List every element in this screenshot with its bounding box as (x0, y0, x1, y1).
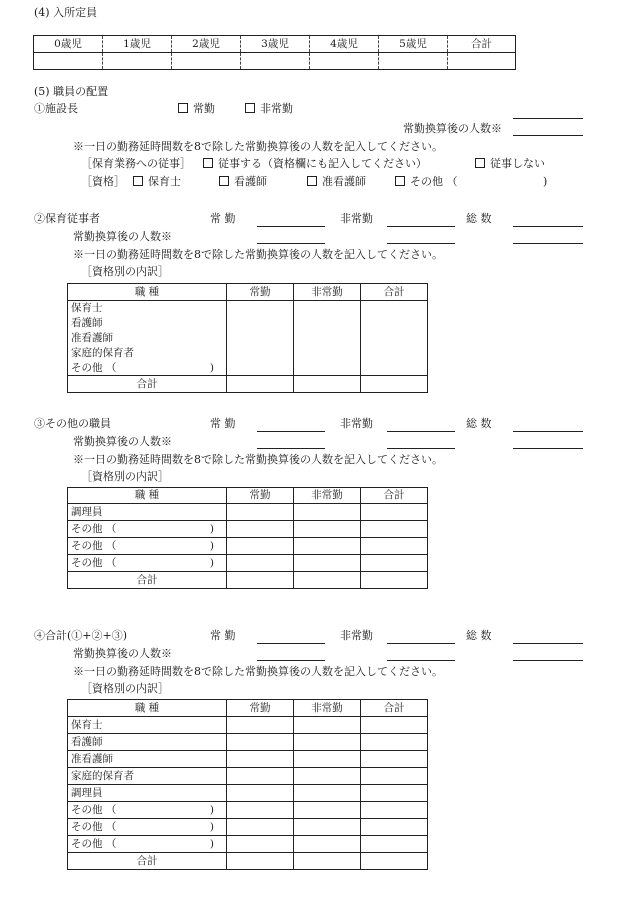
nursery-full-field[interactable] (257, 226, 325, 227)
row-label: 家庭的保育者 (68, 346, 227, 361)
capacity-header-row (34, 36, 516, 53)
table-row (68, 717, 428, 734)
others-note: ※一日の勤務延時間数を8で除した常勤換算後の人数を記入してください。 (73, 453, 443, 466)
row-other[interactable]: その他 （ ) (68, 538, 227, 555)
checkbox-icon[interactable] (395, 176, 405, 186)
sum-label: 合計 (68, 376, 227, 393)
sum-part[interactable] (294, 572, 361, 589)
table-row (68, 785, 428, 802)
grand-conv-part-field[interactable] (387, 660, 455, 661)
grand-breakdown-label: ［資格別の内訳］ (81, 682, 169, 695)
qual-other-close: ) (543, 175, 548, 188)
row-label: 調理員 (68, 504, 227, 521)
nursery-conv-full-field[interactable] (257, 243, 325, 244)
sum-full[interactable] (227, 376, 294, 393)
cell-full[interactable] (227, 819, 294, 836)
row-other[interactable]: その他 （ ) (68, 555, 227, 572)
row-label: 准看護師 (68, 751, 227, 768)
hdr-type: 職 種 (68, 488, 227, 504)
cell-full[interactable] (227, 836, 294, 853)
checkbox-icon[interactable] (178, 103, 188, 113)
cell-total[interactable] (361, 836, 428, 853)
capacity-cell[interactable] (310, 53, 379, 70)
cell-part[interactable] (294, 802, 361, 819)
grand-part-field[interactable] (387, 643, 455, 644)
checkbox-icon[interactable] (245, 103, 255, 113)
others-full-field[interactable] (257, 431, 325, 432)
cell-full[interactable] (227, 504, 294, 521)
col-age2: 2歳児 (172, 36, 241, 53)
cell-total[interactable] (361, 301, 428, 376)
row-other[interactable]: その他 （ ) (68, 361, 227, 376)
hdr-full: 常勤 (227, 284, 294, 301)
director-part-option[interactable]: 非常勤 (245, 103, 293, 114)
others-total-label: 総 数 (466, 417, 492, 430)
cell-total[interactable] (361, 734, 428, 751)
grand-conv-full-field[interactable] (257, 660, 325, 661)
checkbox-icon[interactable] (475, 158, 485, 168)
cell-total[interactable] (361, 717, 428, 734)
capacity-cell[interactable] (379, 53, 448, 70)
row-other[interactable]: その他 （ ) (68, 836, 227, 853)
col-age5: 5歳児 (379, 36, 448, 53)
hdr-type: 職 種 (68, 284, 227, 301)
nursery-conv-part-field[interactable] (387, 243, 455, 244)
grand-total-field[interactable] (513, 643, 583, 644)
others-part-label: 非常勤 (340, 417, 373, 430)
qual-assoc-nurse[interactable]: 准看護師 (307, 176, 366, 187)
director-conv-field[interactable] (513, 135, 583, 136)
nursery-note: ※一日の勤務延時間数を8で除した常勤換算後の人数を記入してください。 (73, 248, 443, 261)
director-work-label: ［保育業務への従事］ (81, 157, 191, 170)
row-label: 看護師 (68, 734, 227, 751)
table-sum-row (68, 376, 428, 393)
table-row (68, 802, 428, 819)
cell-full[interactable] (227, 301, 294, 376)
capacity-cell[interactable] (448, 53, 516, 70)
cell-total[interactable] (361, 555, 428, 572)
hdr-total: 合計 (361, 284, 428, 301)
others-conv-full-field[interactable] (257, 448, 325, 449)
sum-full[interactable] (227, 572, 294, 589)
grand-full-field[interactable] (257, 643, 325, 644)
table-header-row (68, 488, 428, 504)
hdr-part: 非常勤 (294, 700, 361, 717)
table-row (68, 555, 428, 572)
nursery-part-field[interactable] (387, 226, 455, 227)
hdr-full: 常勤 (227, 700, 294, 717)
grand-part-label: 非常勤 (340, 629, 373, 642)
capacity-input-row[interactable] (34, 53, 516, 70)
row-label: 調理員 (68, 785, 227, 802)
hdr-total: 合計 (361, 488, 428, 504)
nursery-breakdown-label: ［資格別の内訳］ (81, 265, 169, 278)
cell-total[interactable] (361, 819, 428, 836)
sum-total[interactable] (361, 853, 428, 870)
hdr-total: 合計 (361, 700, 428, 717)
cell-full[interactable] (227, 555, 294, 572)
col-age1: 1歳児 (103, 36, 172, 53)
director-conv-label: 常勤換算後の人数※ (403, 122, 502, 135)
others-conv-total-field[interactable] (513, 448, 583, 449)
director-line-top (513, 118, 583, 119)
nursery-full-label: 常 勤 (210, 212, 236, 225)
cell-total[interactable] (361, 768, 428, 785)
director-work-no[interactable]: 従事しない (475, 158, 545, 169)
cell-part[interactable] (294, 751, 361, 768)
capacity-cell[interactable] (172, 53, 241, 70)
row-label: 保育士 (68, 717, 227, 734)
director-qual-label: ［資格］ (81, 175, 125, 188)
cell-total[interactable] (361, 751, 428, 768)
director-work-yes[interactable]: 従事する（資格欄にも記入してください） (203, 158, 427, 169)
checkbox-icon[interactable] (307, 176, 317, 186)
others-breakdown-label: ［資格別の内訳］ (81, 470, 169, 483)
row-label: 看護師 (68, 316, 227, 331)
checkbox-icon[interactable] (133, 176, 143, 186)
cell-full[interactable] (227, 734, 294, 751)
grand-conv-total-field[interactable] (513, 660, 583, 661)
table-row (68, 819, 428, 836)
cell-part[interactable] (294, 301, 361, 376)
qual-other[interactable]: その他 （ (395, 176, 458, 187)
others-full-label: 常 勤 (210, 417, 236, 430)
cell-part[interactable] (294, 785, 361, 802)
col-age4: 4歳児 (310, 36, 379, 53)
hdr-type: 職 種 (68, 700, 227, 717)
cell-total[interactable] (361, 504, 428, 521)
qual-nurse[interactable]: 看護師 (219, 176, 267, 187)
grand-total-label: ④合計(①+②+③) (34, 629, 128, 642)
cell-full[interactable] (227, 802, 294, 819)
nursery-breakdown-table (67, 283, 428, 393)
row-label: 家庭的保育者 (68, 768, 227, 785)
row-label: 保育士 (68, 301, 227, 316)
cell-part[interactable] (294, 555, 361, 572)
cell-part[interactable] (294, 819, 361, 836)
sum-total[interactable] (361, 376, 428, 393)
director-note: ※一日の勤務延時間数を8で除した常勤換算後の人数を記入してください。 (73, 140, 443, 153)
cell-part[interactable] (294, 504, 361, 521)
cell-part[interactable] (294, 836, 361, 853)
cell-total[interactable] (361, 521, 428, 538)
grand-breakdown-table (67, 699, 428, 870)
table-row (68, 504, 428, 521)
grand-note: ※一日の勤務延時間数を8で除した常勤換算後の人数を記入してください。 (73, 665, 443, 678)
capacity-cell[interactable] (34, 53, 103, 70)
hdr-full: 常勤 (227, 488, 294, 504)
capacity-cell[interactable] (241, 53, 310, 70)
row-label: 准看護師 (68, 331, 227, 346)
table-row (68, 734, 428, 751)
section5-title: (5) 職員の配置 (34, 85, 109, 98)
cell-part[interactable] (294, 717, 361, 734)
others-part-field[interactable] (387, 431, 455, 432)
cell-part[interactable] (294, 768, 361, 785)
col-age0: 0歳児 (34, 36, 103, 53)
table-row (68, 521, 428, 538)
cell-part[interactable] (294, 734, 361, 751)
cell-total[interactable] (361, 538, 428, 555)
sum-total[interactable] (361, 572, 428, 589)
sum-part[interactable] (294, 376, 361, 393)
nursery-total-field[interactable] (513, 226, 583, 227)
sum-label: 合計 (68, 572, 227, 589)
section4-title: (4) 入所定員 (34, 6, 98, 19)
sum-part[interactable] (294, 853, 361, 870)
table-sum-row (68, 853, 428, 870)
cell-full[interactable] (227, 717, 294, 734)
nursery-total-label: 総 数 (466, 212, 492, 225)
grand-conv-label: 常勤換算後の人数※ (73, 647, 172, 660)
cell-full[interactable] (227, 538, 294, 555)
cell-part[interactable] (294, 521, 361, 538)
others-conv-label: 常勤換算後の人数※ (73, 435, 172, 448)
others-conv-part-field[interactable] (387, 448, 455, 449)
row-other[interactable]: その他 （ ) (68, 802, 227, 819)
nursery-conv-total-field[interactable] (513, 243, 583, 244)
table-header-row (68, 700, 428, 717)
sum-label: 合計 (68, 853, 227, 870)
qual-nurse-teacher[interactable]: 保育士 (133, 176, 181, 187)
sum-full[interactable] (227, 853, 294, 870)
cell-part[interactable] (294, 538, 361, 555)
table-header-row (68, 284, 428, 301)
cell-full[interactable] (227, 768, 294, 785)
nursery-label: ②保育従事者 (34, 212, 100, 225)
row-other[interactable]: その他 （ ) (68, 819, 227, 836)
others-breakdown-table (67, 487, 428, 589)
cell-total[interactable] (361, 785, 428, 802)
hdr-part: 非常勤 (294, 284, 361, 301)
hdr-part: 非常勤 (294, 488, 361, 504)
table-row (68, 301, 428, 316)
table-row (68, 538, 428, 555)
cell-full[interactable] (227, 785, 294, 802)
cell-total[interactable] (361, 802, 428, 819)
cell-full[interactable] (227, 751, 294, 768)
row-other[interactable]: その他 （ ) (68, 521, 227, 538)
table-row (68, 836, 428, 853)
director-full-option[interactable]: 常勤 (178, 103, 215, 114)
capacity-cell[interactable] (103, 53, 172, 70)
checkbox-icon[interactable] (219, 176, 229, 186)
director-label: ①施設長 (34, 102, 78, 115)
cell-full[interactable] (227, 521, 294, 538)
col-age3: 3歳児 (241, 36, 310, 53)
grand-full-label: 常 勤 (210, 629, 236, 642)
nursery-part-label: 非常勤 (340, 212, 373, 225)
others-total-field[interactable] (513, 431, 583, 432)
table-row (68, 768, 428, 785)
table-row (68, 751, 428, 768)
grand-total-count-label: 総 数 (466, 629, 492, 642)
checkbox-icon[interactable] (203, 158, 213, 168)
table-sum-row (68, 572, 428, 589)
capacity-table (33, 35, 516, 70)
col-total: 合計 (448, 36, 516, 53)
nursery-conv-label: 常勤換算後の人数※ (73, 230, 172, 243)
others-label: ③その他の職員 (34, 417, 111, 430)
